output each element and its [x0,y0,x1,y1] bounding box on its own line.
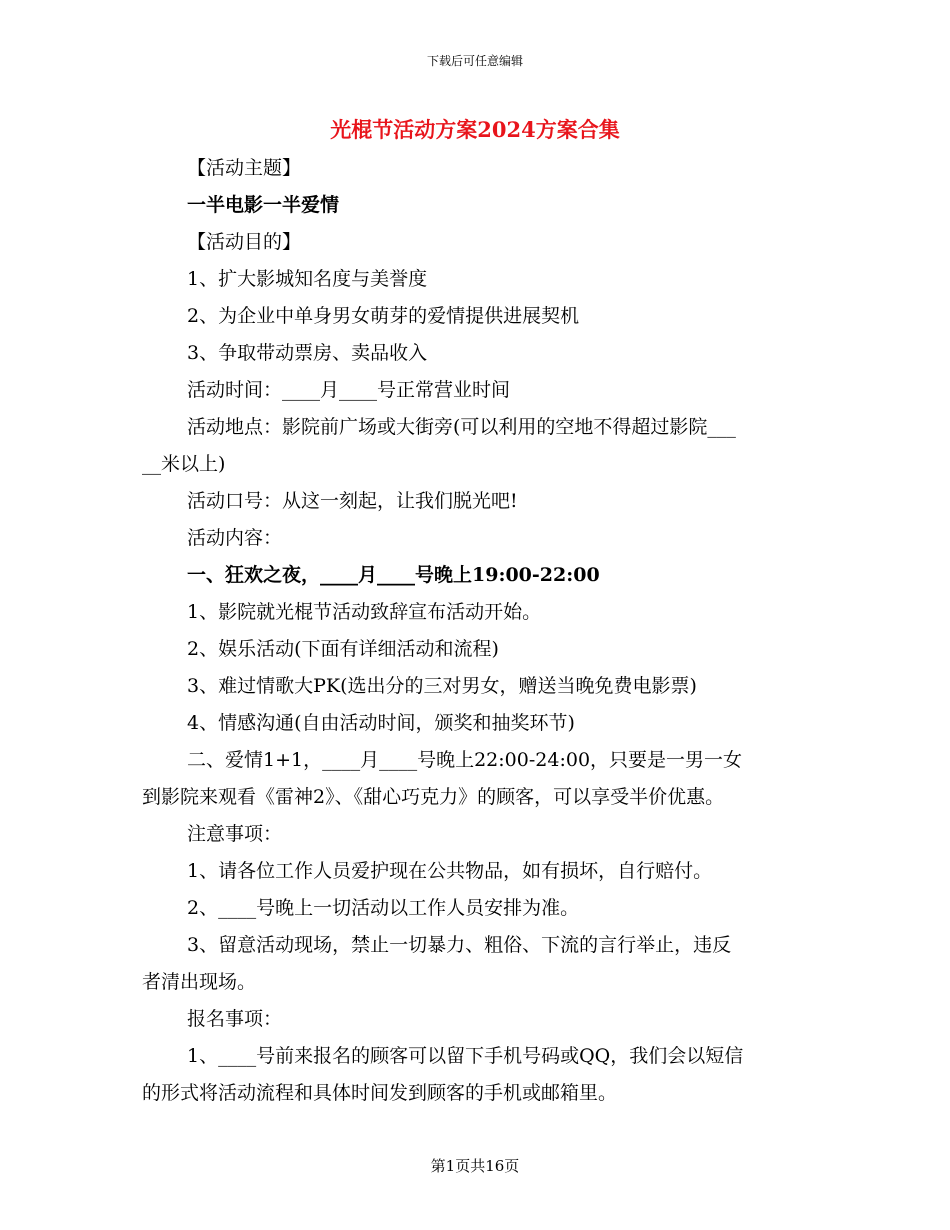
body-line: 【活动主题】 [187,157,302,179]
body-line: 报名事项： [187,1008,283,1030]
body-line: 活动地点：影院前广场或大街旁(可以利用的空地不得超过影院___ [187,416,736,438]
body-line: 1、请各位工作人员爱护现在公共物品，如有损坏，自行赔付。 [187,860,713,882]
body-line: 一半电影一半爱情 [187,194,340,216]
body-line: 3、难过情歌大PK(选出分的三对男女，赠送当晚免费电影票) [187,675,697,697]
document-title: 光棍节活动方案2024方案合集 [330,117,620,142]
body-line: 活动内容： [187,527,283,549]
body-line: 3、留意活动现场，禁止一切暴力、粗俗、下流的言行举止，违反 [187,934,732,956]
page-footer-number: 第1页共16页 [430,1157,520,1175]
body-line: 3、争取带动票房、卖品收入 [187,342,428,364]
body-line: 2、____号晚上一切活动以工作人员安排为准。 [187,897,580,919]
body-line: 一、狂欢之夜，____月____号晚上19:00-22:00 [187,564,600,586]
body-line: 到影院来观看《雷神2》、《甜心巧克力》的顾客，可以享受半价优惠。 [142,786,725,808]
body-line: 【活动目的】 [187,231,302,253]
body-line: __米以上) [142,453,226,475]
body-line: 1、扩大影城知名度与美誉度 [187,268,428,290]
body-line: 1、影院就光棍节活动致辞宣布活动开始。 [187,601,542,623]
body-line: 注意事项： [187,823,283,845]
document-body [142,150,822,1112]
body-line: 1、____号前来报名的顾客可以留下手机号码或QQ，我们会以短信 [187,1045,744,1067]
body-line: 二、爱情1+1，____月____号晚上22:00-24:00，只要是一男一女 [187,749,743,771]
body-line: 的形式将活动流程和具体时间发到顾客的手机或邮箱里。 [142,1082,618,1104]
body-line: 2、为企业中单身男女萌芽的爱情提供进展契机 [187,305,580,327]
body-line: 4、情感沟通(自由活动时间，颁奖和抽奖环节) [187,712,575,734]
body-line: 活动口号：从这一刻起，让我们脱光吧! [187,490,518,512]
body-line: 者清出现场。 [142,971,257,993]
body-line: 2、娱乐活动(下面有详细活动和流程) [187,638,499,660]
page-header-note: 下载后可任意编辑 [426,54,523,68]
body-line: 活动时间：____月____号正常营业时间 [187,379,511,401]
